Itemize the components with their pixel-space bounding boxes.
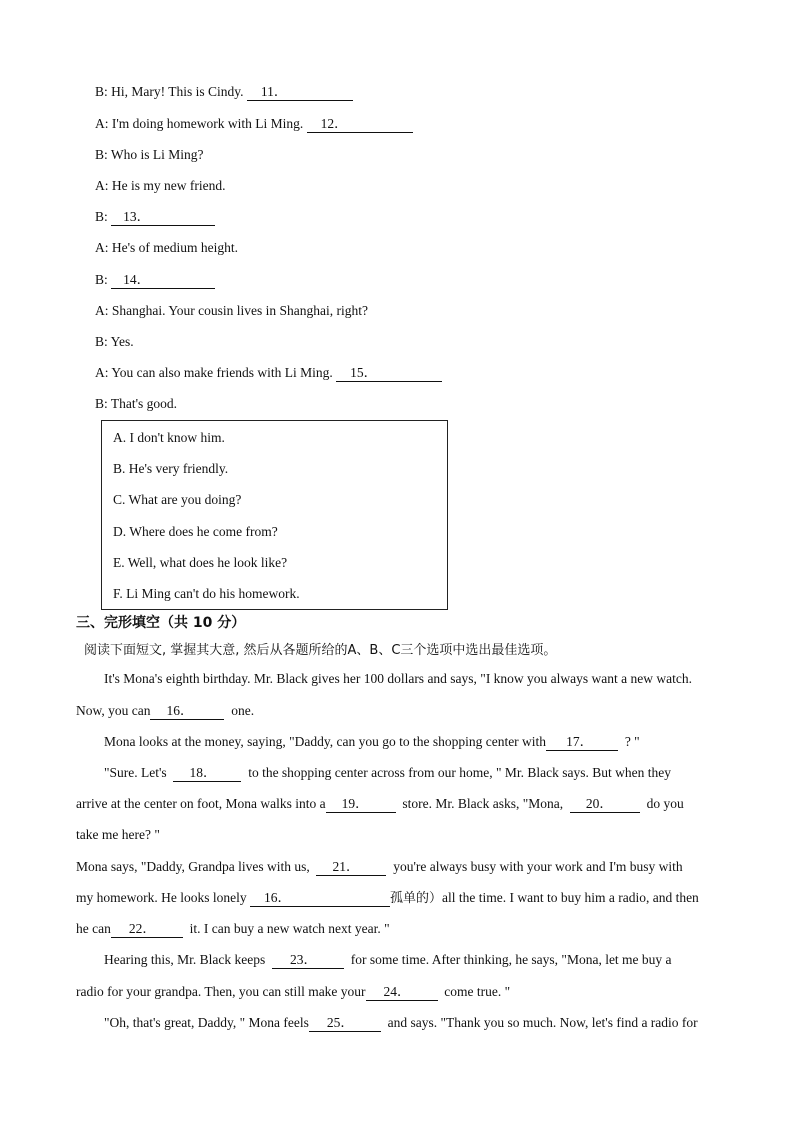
passage-line-2 [76, 703, 254, 720]
dialogue-line-7 [95, 272, 215, 289]
passage-line-9 [76, 921, 390, 938]
passage-line-3 [104, 734, 640, 751]
dialogue-line-8 [95, 303, 368, 319]
section-instruction: 阅读下面短文, 掌握其大意, 然后从各题所给的A、B、C三个选项中选出最佳选项。 [84, 643, 557, 658]
dialogue-line-3 [95, 147, 204, 163]
answer-blank-11[interactable]: 11． [247, 84, 353, 101]
passage-line-7 [76, 859, 683, 876]
passage-text: do you [646, 796, 684, 811]
dialogue-text: B: Yes. [95, 334, 134, 349]
passage-text: for some time. After thinking, he says, "Mona, let me buy a [350, 952, 672, 967]
answer-blank-18[interactable]: 18． [173, 765, 241, 782]
section-heading: 三、完形填空（共 10 分） [76, 615, 246, 631]
passage-line-11 [76, 984, 510, 1001]
passage-line-8 [76, 890, 699, 907]
answer-blank-13[interactable]: 13． [111, 209, 215, 226]
options-box [101, 420, 448, 610]
passage-text: Mona says, "Daddy, Grandpa lives with us, [76, 859, 310, 874]
dialogue-line-11 [95, 396, 177, 412]
answer-blank-16[interactable]: 16． [150, 703, 224, 720]
passage-text: to the shopping center across from our home, " Mr. Black says. But when they [248, 765, 671, 780]
passage-text: radio for your grandpa. Then, you can still make your [76, 984, 366, 999]
passage-text: and says. "Thank you so much. Now, let's find a radio for [387, 1015, 698, 1030]
dialogue-text: A: Shanghai. Your cousin lives in Shanghai, right? [95, 303, 368, 318]
option-a: A. I don't know him. [113, 430, 225, 445]
passage-line-1: It's Mona's eighth birthday. Mr. Black gives her 100 dollars and says, "I know you always want a new watch. [104, 671, 693, 686]
answer-blank-22[interactable]: 22． [111, 921, 183, 938]
passage-text: Hearing this, Mr. Black keeps [104, 952, 266, 967]
answer-blank-23[interactable]: 23． [272, 952, 344, 969]
passage-text: Mona looks at the money, saying, "Daddy, can you go to the shopping center with [104, 734, 547, 749]
answer-blank-14[interactable]: 14． [111, 272, 215, 289]
dialogue-line-1 [95, 84, 353, 101]
passage-text: ? " [624, 734, 640, 749]
passage-text: one. [231, 703, 255, 718]
dialogue-text: A: He's of medium height. [95, 240, 239, 255]
option-e: E. Well, what does he look like? [113, 555, 288, 570]
answer-blank-12[interactable]: 12． [307, 116, 413, 133]
answer-blank-19[interactable]: 19． [326, 796, 396, 813]
dialogue-text: B: That's good. [95, 396, 178, 411]
passage-line-4 [104, 765, 671, 782]
dialogue-line-4 [95, 178, 225, 194]
option-b: B. He's very friendly. [113, 461, 229, 476]
passage-text: it. I can buy a new watch next year. " [189, 921, 390, 936]
option-d: D. Where does he come from? [113, 524, 278, 539]
passage-text: store. Mr. Black asks, "Mona, [402, 796, 564, 811]
option-f: F. Li Ming can't do his homework. [113, 586, 300, 601]
passage-line-6: take me here? " [76, 827, 160, 842]
dialogue-line-6 [95, 240, 238, 256]
answer-blank-24[interactable]: 24． [366, 984, 438, 1001]
dialogue-line-2 [95, 116, 413, 133]
dialogue-text: A: He is my new friend. [95, 178, 226, 193]
dialogue-line-9 [95, 334, 134, 350]
passage-text: "Oh, that's great, Daddy, " Mona feels [104, 1015, 309, 1030]
dialogue-line-5 [95, 209, 215, 226]
answer-blank-15[interactable]: 15． [336, 365, 442, 382]
dialogue-text: B: Hi, Mary! This is Cindy. [95, 84, 247, 99]
passage-line-10 [104, 952, 672, 969]
passage-text: my homework. He looks lonely [76, 890, 247, 905]
dialogue-text: B: [95, 209, 112, 224]
passage-line-5 [76, 796, 684, 813]
passage-text: arrive at the center on foot, Mona walks into a [76, 796, 326, 811]
answer-blank-21[interactable]: 21． [316, 859, 386, 876]
passage-text: all the time. I want to buy him a radio, and then [442, 890, 699, 905]
answer-blank-16-repeat[interactable]: 16． [250, 890, 390, 907]
dialogue-text: B: Who is Li Ming? [95, 147, 204, 162]
answer-blank-20[interactable]: 20． [570, 796, 640, 813]
passage-text: come true. " [444, 984, 511, 999]
passage-text: "Sure. Let's [104, 765, 167, 780]
dialogue-line-10 [95, 365, 442, 382]
option-c: C. What are you doing? [113, 492, 242, 507]
passage-text: he can [76, 921, 111, 936]
passage-text: you're always busy with your work and I'm busy with [393, 859, 683, 874]
dialogue-text: B: [95, 272, 112, 287]
passage-line-12 [104, 1015, 698, 1032]
answer-blank-25[interactable]: 25． [309, 1015, 381, 1032]
passage-text: Now, you can [76, 703, 151, 718]
answer-blank-17[interactable]: 17． [546, 734, 618, 751]
passage-gloss: 孤单的） [389, 891, 442, 906]
dialogue-text: A: I'm doing homework with Li Ming. [95, 116, 307, 131]
dialogue-text: A: You can also make friends with Li Ming. [95, 365, 337, 380]
